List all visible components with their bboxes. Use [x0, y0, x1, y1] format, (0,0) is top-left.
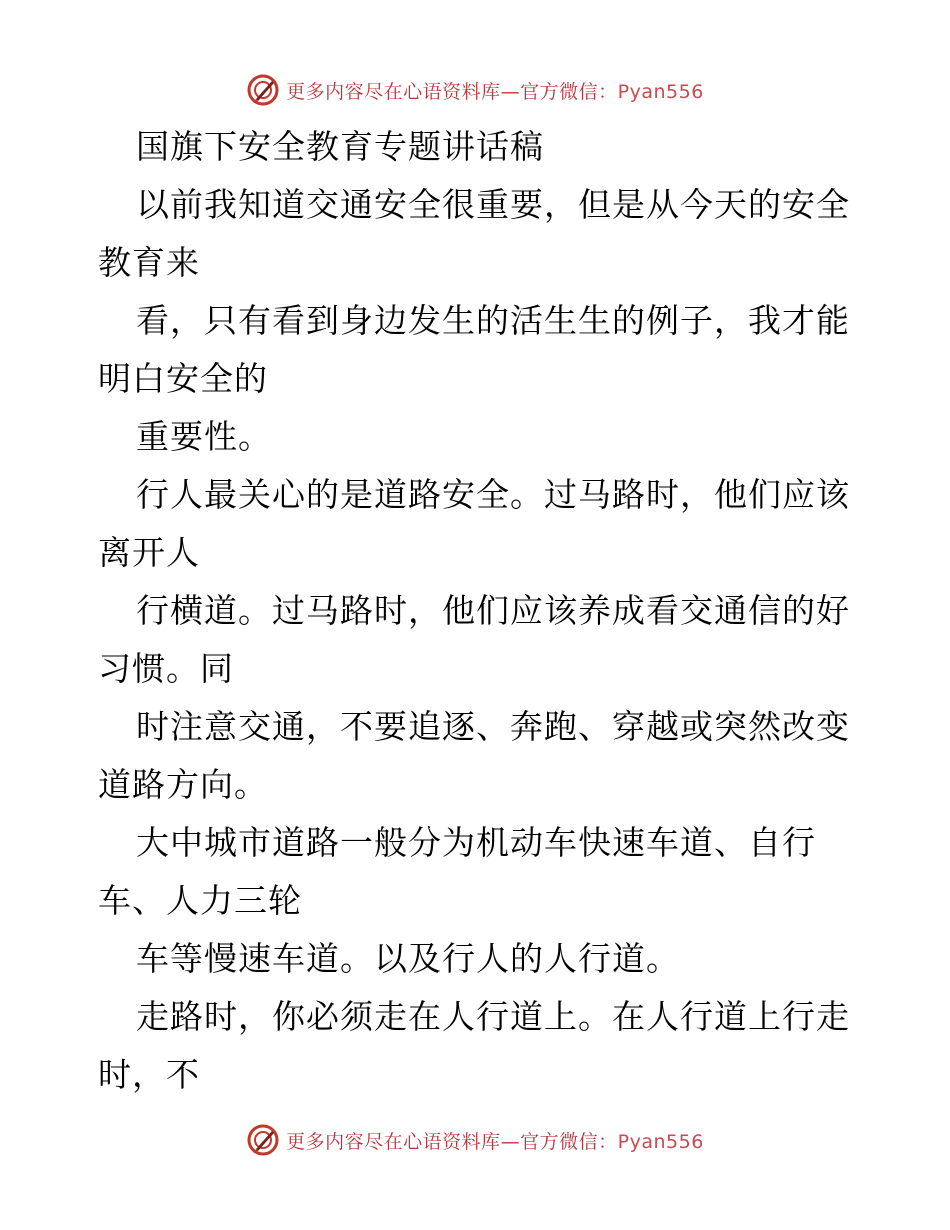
paragraph-line: 教育来: [98, 243, 200, 282]
paragraph-line: 重要性。: [136, 417, 272, 456]
watermark-text: 更多内容尽在心语资料库—官方微信：Pyan556: [286, 80, 704, 103]
paragraph-line: 看，只有看到身边发生的活生生的例子，我才能: [136, 301, 850, 340]
watermark-text: 更多内容尽在心语资料库—官方微信：Pyan556: [286, 1130, 704, 1153]
paragraph-line: 明白安全的: [98, 359, 268, 398]
paragraph-line: 离开人: [98, 533, 200, 572]
paragraph-line: 习惯。同: [98, 649, 234, 688]
document-body: [98, 118, 858, 1104]
paragraph-line: 时注意交通，不要追逐、奔跑、穿越或突然改变: [136, 707, 850, 746]
document-title: 国旗下安全教育专题讲话稿: [136, 127, 544, 166]
footer-watermark: [0, 1120, 950, 1160]
paragraph-line: 行人最关心的是道路安全。过马路时，他们应该: [136, 475, 850, 514]
paragraph-line: 时，不: [98, 1055, 200, 1094]
pen-logo-icon: [246, 73, 280, 107]
paragraph-line: 走路时，你必须走在人行道上。在人行道上行走: [136, 997, 850, 1036]
paragraph-line: 以前我知道交通安全很重要，但是从今天的安全: [136, 185, 850, 224]
paragraph-line: 道路方向。: [98, 765, 268, 804]
paragraph-line: 车等慢速车道。以及行人的人行道。: [136, 939, 680, 978]
pen-logo-icon: [246, 1123, 280, 1157]
paragraph-line: 大中城市道路一般分为机动车快速车道、自行: [136, 823, 816, 862]
header-watermark: [0, 70, 950, 110]
paragraph-line: 行横道。过马路时，他们应该养成看交通信的好: [136, 591, 850, 630]
paragraph-line: 车、人力三轮: [98, 881, 302, 920]
